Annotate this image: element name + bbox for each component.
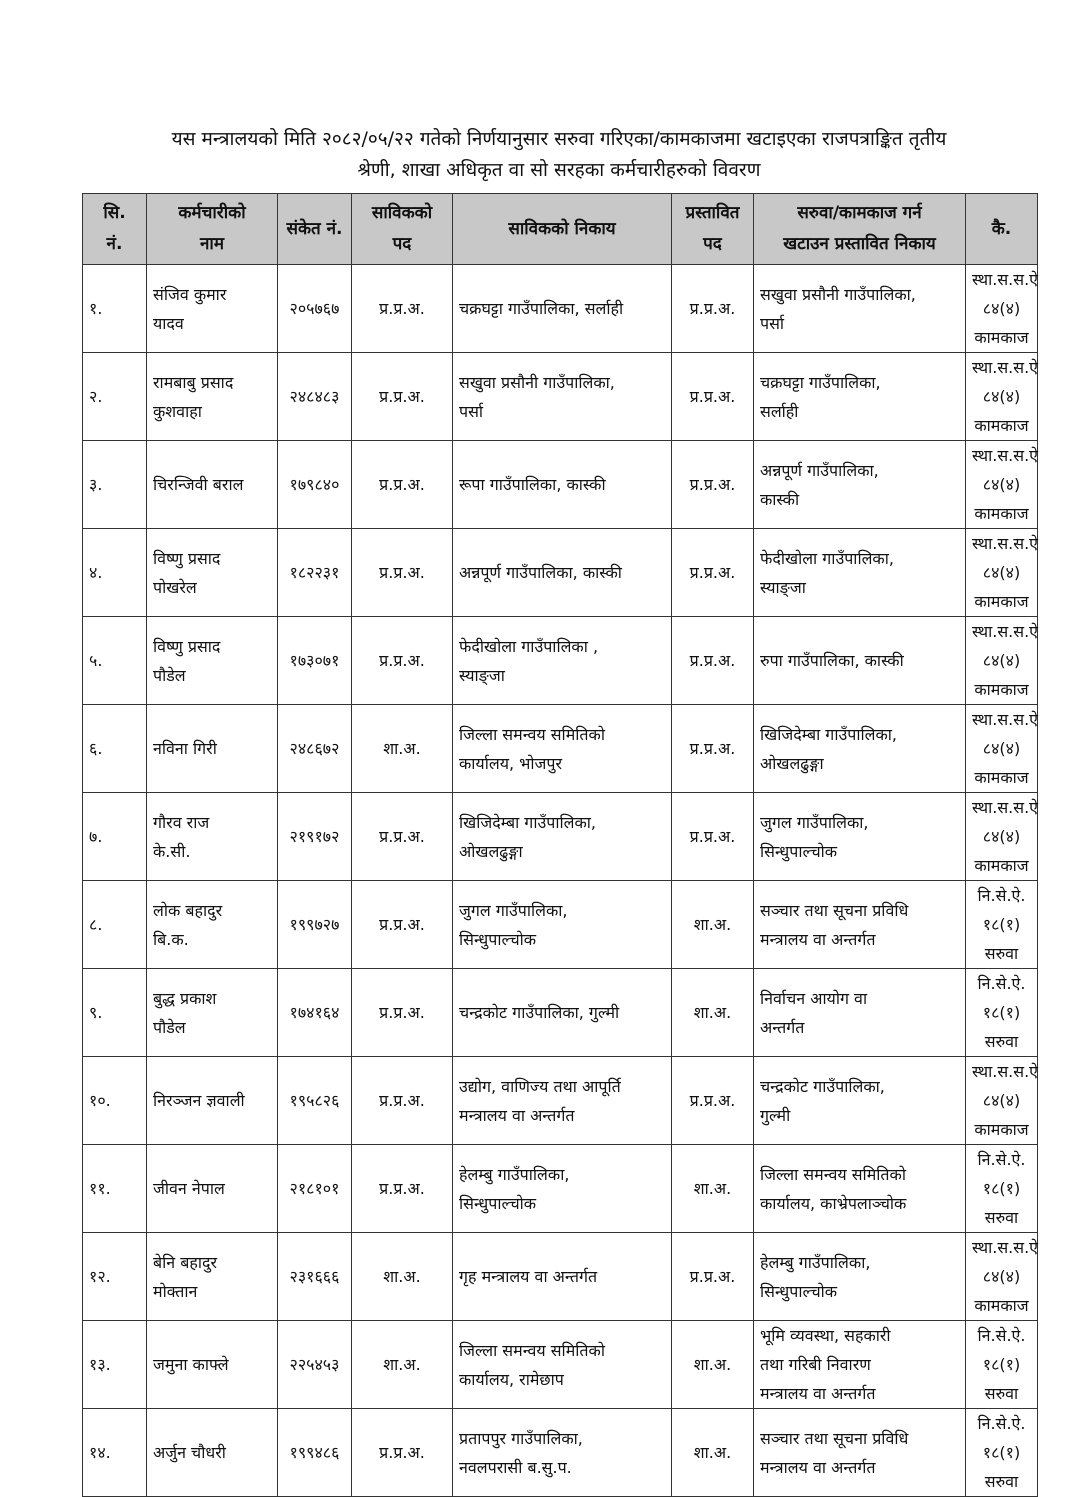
cell-proposed-office (754, 705, 966, 793)
cell-proposed-office (754, 617, 966, 705)
cell-proposed-post: शा.अ. (672, 1145, 754, 1233)
table-row (83, 1145, 1038, 1233)
cell-current-office-line: सिन्धुपाल्चोक (459, 1193, 537, 1213)
cell-code-number: २३१६६६ (278, 1233, 352, 1321)
cell-remarks-line: कामकाज (974, 504, 1029, 523)
cell-proposed-post: प्र.प्र.अ. (672, 441, 754, 529)
cell-remarks-line: १८(१) (982, 915, 1021, 934)
cell-remarks-line: स्था.स.स.ऐ (972, 1238, 1039, 1257)
cell-remarks-line: नि.से.ऐ. (977, 974, 1026, 993)
cell-current-office-line: स्याङ्जा (459, 665, 505, 685)
cell-employee-name-line: जीवन नेपाल (153, 1179, 225, 1198)
cell-proposed-post: शा.अ. (672, 969, 754, 1057)
cell-proposed-office-line: मन्त्रालय वा अन्तर्गत (760, 1384, 876, 1403)
cell-remarks (966, 265, 1038, 353)
cell-proposed-post: शा.अ. (672, 1321, 754, 1409)
cell-proposed-office (754, 1145, 966, 1233)
cell-current-office-line: कार्यालय, रामेछाप (459, 1369, 564, 1389)
cell-current-office (453, 793, 672, 881)
cell-current-office-line: सखुवा प्रसौनी गाउँपालिका, (459, 372, 615, 392)
cell-proposed-office-line: अन्तर्गत (760, 1017, 805, 1037)
cell-current-post: शा.अ. (352, 705, 453, 793)
cell-remarks-line: सरुवा (984, 1208, 1019, 1227)
cell-remarks-line: स्था.स.स.ऐ (972, 270, 1039, 289)
cell-serial-number: ११. (83, 1145, 147, 1233)
cell-code-number: २२५४५३ (278, 1321, 352, 1409)
cell-serial-number: १४. (83, 1409, 147, 1497)
cell-employee-name-line: गौरव राज (153, 812, 210, 832)
table-row (83, 617, 1038, 705)
cell-remarks-line: सरुवा (984, 1472, 1019, 1491)
document-heading (80, 124, 1038, 186)
cell-proposed-office (754, 1057, 966, 1145)
cell-remarks (966, 969, 1038, 1057)
table-body (83, 265, 1038, 1497)
cell-proposed-office-line: भूमि व्यवस्था, सहकारी (760, 1326, 891, 1345)
cell-current-office-line: जुगल गाउँपालिका, (459, 900, 568, 920)
cell-remarks-line: १८(१) (982, 1443, 1021, 1462)
cell-current-office-line: गृह मन्त्रालय वा अन्तर्गत (459, 1267, 598, 1286)
cell-serial-number: १२. (83, 1233, 147, 1321)
cell-remarks-line: सरुवा (984, 1032, 1019, 1051)
cell-employee-name-line: पौडेल (153, 665, 186, 685)
cell-employee-name-line: विष्णु प्रसाद (153, 548, 221, 568)
cell-remarks (966, 793, 1038, 881)
cell-remarks-line: कामकाज (974, 1296, 1029, 1315)
cell-proposed-post: प्र.प्र.अ. (672, 793, 754, 881)
cell-employee-name-line: विष्णु प्रसाद (153, 636, 221, 656)
cell-current-post: प्र.प्र.अ. (352, 265, 453, 353)
cell-current-office-line: हेलम्बु गाउँपालिका, (459, 1164, 570, 1184)
cell-current-office-line: पर्सा (459, 401, 484, 421)
cell-proposed-office-line: सर्लाही (760, 401, 799, 421)
cell-current-office (453, 353, 672, 441)
cell-code-number: १८२२३१ (278, 529, 352, 617)
cell-serial-number: ४. (83, 529, 147, 617)
cell-employee-name-line: रामबाबु प्रसाद (153, 372, 234, 392)
cell-current-office-line: ओखलढुङ्गा (459, 841, 523, 861)
table-row (83, 705, 1038, 793)
cell-remarks (966, 1057, 1038, 1145)
cell-proposed-post: शा.अ. (672, 1409, 754, 1497)
table-row (83, 1321, 1038, 1409)
table-row (83, 529, 1038, 617)
cell-current-post: शा.अ. (352, 1321, 453, 1409)
cell-employee-name-line: संजिव कुमार (153, 284, 227, 304)
cell-current-office (453, 881, 672, 969)
cell-proposed-post: प्र.प्र.अ. (672, 1233, 754, 1321)
cell-remarks-line: १८(१) (982, 1003, 1021, 1022)
cell-proposed-office (754, 1321, 966, 1409)
cell-employee-name-line: यादव (153, 313, 184, 333)
cell-proposed-post: प्र.प्र.अ. (672, 529, 754, 617)
cell-proposed-office (754, 529, 966, 617)
cell-current-office (453, 441, 672, 529)
cell-current-post: प्र.प्र.अ. (352, 1057, 453, 1145)
cell-proposed-post: शा.अ. (672, 881, 754, 969)
cell-employee-name (147, 793, 278, 881)
cell-current-office (453, 529, 672, 617)
cell-employee-name-line: बेनि बहादुर (153, 1252, 218, 1272)
cell-remarks-line: १८(१) (982, 1355, 1021, 1374)
cell-current-post: प्र.प्र.अ. (352, 617, 453, 705)
cell-current-post: प्र.प्र.अ. (352, 353, 453, 441)
cell-employee-name (147, 617, 278, 705)
cell-proposed-office-line: तथा गरिबी निवारण (760, 1355, 871, 1374)
cell-proposed-office-line: सञ्चार तथा सूचना प्रविधि (760, 900, 909, 920)
cell-proposed-office-line: फेदीखोला गाउँपालिका, (760, 548, 894, 568)
cell-proposed-office-line: सञ्चार तथा सूचना प्रविधि (760, 1428, 909, 1448)
cell-serial-number: ५. (83, 617, 147, 705)
cell-proposed-post: प्र.प्र.अ. (672, 265, 754, 353)
header-employee-name: कर्मचारीको नाम (147, 194, 278, 265)
cell-proposed-office-line: जिल्ला समन्वय समितिको (760, 1164, 906, 1184)
cell-employee-name-line: पोखरेल (153, 577, 197, 597)
cell-current-office (453, 265, 672, 353)
cell-current-post: प्र.प्र.अ. (352, 529, 453, 617)
cell-employee-name-line: बि.क. (153, 929, 189, 949)
cell-proposed-office-line: मन्त्रालय वा अन्तर्गत (760, 929, 876, 949)
cell-proposed-office-line: कार्यालय, काभ्रेपलाञ्चोक (760, 1193, 907, 1213)
table-header-row (83, 194, 1038, 265)
cell-code-number: २१८१०१ (278, 1145, 352, 1233)
cell-current-post: प्र.प्र.अ. (352, 1145, 453, 1233)
cell-employee-name-line: के.सी. (153, 841, 191, 861)
cell-employee-name-line: अर्जुन चौधरी (153, 1443, 226, 1462)
cell-remarks-line: स्था.स.स.ऐ (972, 358, 1039, 377)
cell-current-office-line: सिन्धुपाल्चोक (459, 929, 537, 949)
cell-proposed-office-line: मन्त्रालय वा अन्तर्गत (760, 1457, 876, 1477)
cell-current-post: प्र.प्र.अ. (352, 1409, 453, 1497)
cell-remarks-line: ८४(४) (982, 739, 1021, 758)
cell-code-number: २४८४८३ (278, 353, 352, 441)
table-row (83, 969, 1038, 1057)
cell-current-office-line: जिल्ला समन्वय समितिको (459, 1340, 605, 1360)
cell-proposed-office-line: चक्रघट्टा गाउँपालिका, (760, 372, 881, 392)
cell-proposed-office-line: गुल्मी (760, 1105, 791, 1125)
cell-remarks-line: ८४(४) (982, 651, 1021, 670)
cell-employee-name-line: मोक्तान (153, 1281, 198, 1301)
cell-code-number: १७९८४० (278, 441, 352, 529)
cell-current-office-line: चक्रघट्टा गाउँपालिका, सर्लाही (459, 299, 624, 318)
cell-remarks-line: कामकाज (974, 1120, 1029, 1139)
cell-proposed-office-line: रुपा गाउँपालिका, कास्की (760, 651, 904, 670)
cell-employee-name (147, 441, 278, 529)
header-proposed-post: प्रस्तावित पद (672, 194, 754, 265)
cell-current-office-line: फेदीखोला गाउँपालिका , (459, 636, 599, 656)
cell-remarks (966, 441, 1038, 529)
table-row (83, 881, 1038, 969)
cell-remarks-line: स्था.स.स.ऐ (972, 798, 1039, 817)
cell-proposed-office-line: निर्वाचन आयोग वा (760, 988, 868, 1008)
heading-line-1: यस मन्त्रालयको मिति २०८२/०५/२२ गतेको निर्णयानुसार सरुवा गरिएका/कामकाजमा खटाइएका राजपत्राङ्कित तृतीय (171, 128, 947, 150)
cell-current-office-line: रूपा गाउँपालिका, कास्की (459, 475, 606, 494)
cell-proposed-office-line: हेलम्बु गाउँपालिका, (760, 1252, 871, 1272)
cell-proposed-post: प्र.प्र.अ. (672, 353, 754, 441)
cell-remarks-line: ८४(४) (982, 299, 1021, 318)
cell-employee-name (147, 1409, 278, 1497)
cell-code-number: १९५८२६ (278, 1057, 352, 1145)
cell-employee-name (147, 1321, 278, 1409)
cell-code-number: १९९७२७ (278, 881, 352, 969)
cell-remarks-line: स्था.स.स.ऐ (972, 622, 1039, 641)
cell-remarks (966, 1321, 1038, 1409)
cell-proposed-office (754, 353, 966, 441)
cell-serial-number: १३. (83, 1321, 147, 1409)
cell-serial-number: १०. (83, 1057, 147, 1145)
cell-proposed-office-line: स्याङ्जा (760, 577, 806, 597)
table-row (83, 353, 1038, 441)
cell-serial-number: ९. (83, 969, 147, 1057)
header-current-post: साविकको पद (352, 194, 453, 265)
table-row (83, 1233, 1038, 1321)
cell-proposed-post: प्र.प्र.अ. (672, 1057, 754, 1145)
cell-code-number: २१९१७२ (278, 793, 352, 881)
cell-current-post: प्र.प्र.अ. (352, 441, 453, 529)
cell-proposed-office-line: चन्द्रकोट गाउँपालिका, (760, 1076, 885, 1096)
header-remarks: कै. (966, 194, 1038, 265)
cell-current-office-line: प्रतापपुर गाउँपालिका, (459, 1428, 583, 1448)
table-row (83, 1409, 1038, 1497)
cell-employee-name-line: जमुना काफ्ले (153, 1355, 229, 1374)
cell-current-post: प्र.प्र.अ. (352, 969, 453, 1057)
cell-employee-name-line: बुद्ध प्रकाश (153, 988, 217, 1008)
cell-current-post: प्र.प्र.अ. (352, 881, 453, 969)
cell-remarks (966, 705, 1038, 793)
cell-proposed-office (754, 969, 966, 1057)
cell-current-office (453, 1057, 672, 1145)
header-proposed-office: सरुवा/कामकाज गर्न खटाउन प्रस्तावित निकाय (754, 194, 966, 265)
cell-current-office-line: मन्त्रालय वा अन्तर्गत (459, 1105, 575, 1125)
cell-remarks-line: कामकाज (974, 680, 1029, 699)
cell-remarks-line: १८(१) (982, 1179, 1021, 1198)
cell-current-office-line: खिजिदेम्बा गाउँपालिका, (459, 812, 596, 832)
cell-proposed-office-line: सिन्धुपाल्चोक (760, 841, 838, 861)
heading-line-2: श्रेणी, शाखा अधिकृत वा सो सरहका कर्मचारीहरुको विवरण (357, 159, 761, 181)
cell-employee-name-line: पौडेल (153, 1017, 186, 1037)
header-serial-number: सि. नं. (83, 194, 147, 265)
cell-employee-name (147, 265, 278, 353)
cell-remarks-line: ८४(४) (982, 1267, 1021, 1286)
cell-employee-name (147, 705, 278, 793)
cell-remarks-line: कामकाज (974, 592, 1029, 611)
cell-proposed-post: प्र.प्र.अ. (672, 617, 754, 705)
cell-proposed-office-line: कास्की (760, 489, 800, 509)
cell-remarks-line: ८४(४) (982, 1091, 1021, 1110)
cell-employee-name-line: लोक बहादुर (153, 900, 223, 920)
cell-remarks-line: ८४(४) (982, 387, 1021, 406)
cell-proposed-post: प्र.प्र.अ. (672, 705, 754, 793)
cell-remarks-line: ८४(४) (982, 563, 1021, 582)
cell-proposed-office-line: सिन्धुपाल्चोक (760, 1281, 838, 1301)
cell-remarks (966, 1409, 1038, 1497)
cell-employee-name-line: चिरन्जिवी बराल (153, 475, 244, 494)
cell-remarks-line: कामकाज (974, 328, 1029, 347)
cell-current-office-line: नवलपरासी ब.सु.प. (459, 1457, 572, 1477)
cell-remarks-line: ८४(४) (982, 475, 1021, 494)
cell-current-post: शा.अ. (352, 1233, 453, 1321)
cell-remarks-line: कामकाज (974, 768, 1029, 787)
cell-employee-name (147, 353, 278, 441)
cell-proposed-office-line: सखुवा प्रसौनी गाउँपालिका, (760, 284, 916, 304)
cell-remarks-line: सरुवा (984, 944, 1019, 963)
cell-current-post: प्र.प्र.अ. (352, 793, 453, 881)
cell-current-office-line: कार्यालय, भोजपुर (459, 753, 563, 773)
cell-remarks-line: नि.से.ऐ. (977, 886, 1026, 905)
cell-serial-number: ६. (83, 705, 147, 793)
cell-proposed-office-line: पर्सा (760, 313, 785, 333)
table-row (83, 1057, 1038, 1145)
table-row (83, 441, 1038, 529)
cell-proposed-office (754, 441, 966, 529)
cell-remarks-line: स्था.स.स.ऐ (972, 710, 1039, 729)
cell-proposed-office (754, 1409, 966, 1497)
cell-remarks (966, 1233, 1038, 1321)
cell-serial-number: ८. (83, 881, 147, 969)
cell-remarks (966, 529, 1038, 617)
cell-remarks-line: कामकाज (974, 856, 1029, 875)
cell-employee-name-line: कुशवाहा (153, 401, 202, 421)
cell-remarks (966, 1145, 1038, 1233)
table-row (83, 793, 1038, 881)
cell-proposed-office (754, 881, 966, 969)
cell-remarks-line: ८४(४) (982, 827, 1021, 846)
cell-current-office-line: अन्नपूर्ण गाउँपालिका, कास्की (459, 563, 622, 582)
cell-proposed-office-line: ओखलढुङ्गा (760, 753, 824, 773)
header-current-office: साविकको निकाय (453, 194, 672, 265)
cell-current-office-line: उद्योग, वाणिज्य तथा आपूर्ति (459, 1076, 621, 1096)
cell-remarks-line: नि.से.ऐ. (977, 1326, 1026, 1345)
cell-employee-name-line: नविना गिरी (153, 739, 217, 758)
cell-current-office (453, 705, 672, 793)
cell-remarks-line: नि.से.ऐ. (977, 1150, 1026, 1169)
header-code-number: संकेत नं. (278, 194, 352, 265)
cell-employee-name (147, 1233, 278, 1321)
cell-remarks-line: सरुवा (984, 1384, 1019, 1403)
cell-code-number: १९९४८६ (278, 1409, 352, 1497)
cell-code-number: १७३०७१ (278, 617, 352, 705)
cell-remarks-line: स्था.स.स.ऐ (972, 446, 1039, 465)
cell-current-office (453, 617, 672, 705)
cell-employee-name (147, 881, 278, 969)
cell-serial-number: १. (83, 265, 147, 353)
cell-code-number: २४८६७२ (278, 705, 352, 793)
cell-serial-number: ७. (83, 793, 147, 881)
cell-current-office (453, 1233, 672, 1321)
cell-proposed-office-line: खिजिदेम्बा गाउँपालिका, (760, 724, 897, 744)
cell-current-office (453, 969, 672, 1057)
cell-remarks-line: स्था.स.स.ऐ (972, 534, 1039, 553)
cell-remarks-line: कामकाज (974, 416, 1029, 435)
cell-current-office (453, 1409, 672, 1497)
cell-employee-name (147, 1057, 278, 1145)
cell-employee-name (147, 969, 278, 1057)
cell-proposed-office-line: जुगल गाउँपालिका, (760, 812, 869, 832)
cell-code-number: १७४१६४ (278, 969, 352, 1057)
cell-employee-name-line: निरञ्जन ज्ञवाली (153, 1091, 245, 1110)
cell-remarks (966, 617, 1038, 705)
cell-proposed-office (754, 1233, 966, 1321)
cell-remarks-line: स्था.स.स.ऐ (972, 1062, 1039, 1081)
cell-remarks (966, 353, 1038, 441)
cell-proposed-office-line: अन्नपूर्ण गाउँपालिका, (760, 460, 879, 480)
cell-serial-number: २. (83, 353, 147, 441)
table-row (83, 265, 1038, 353)
cell-proposed-office (754, 265, 966, 353)
cell-employee-name (147, 1145, 278, 1233)
cell-current-office-line: चन्द्रकोट गाउँपालिका, गुल्मी (459, 1003, 620, 1022)
cell-remarks (966, 881, 1038, 969)
cell-proposed-office (754, 793, 966, 881)
cell-serial-number: ३. (83, 441, 147, 529)
cell-current-office (453, 1145, 672, 1233)
cell-current-office-line: जिल्ला समन्वय समितिको (459, 724, 605, 744)
cell-remarks-line: नि.से.ऐ. (977, 1414, 1026, 1433)
cell-employee-name (147, 529, 278, 617)
cell-current-office (453, 1321, 672, 1409)
transfer-table (82, 193, 1038, 1497)
cell-code-number: २०५७६७ (278, 265, 352, 353)
